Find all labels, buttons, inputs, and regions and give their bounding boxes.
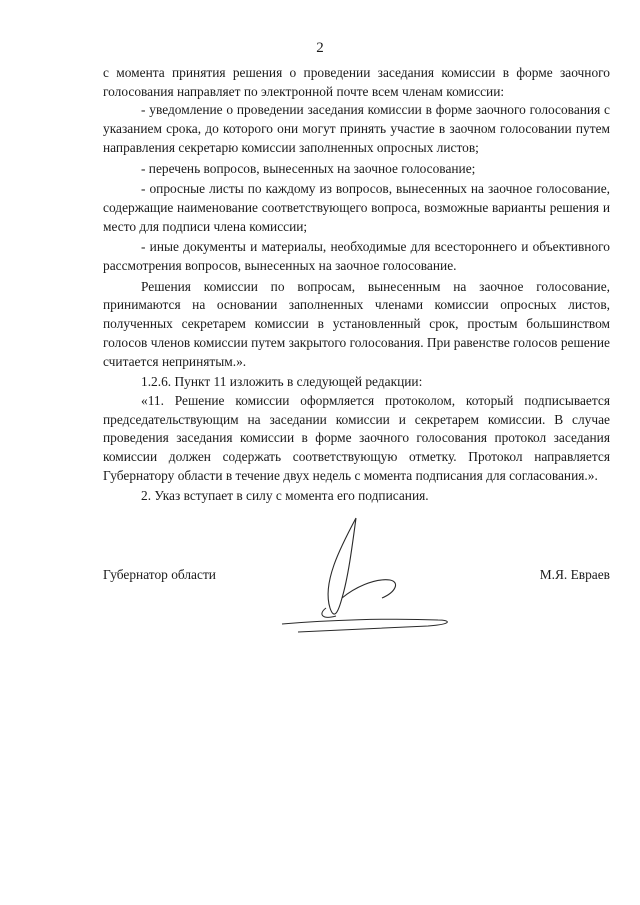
list-item-documents: - иные документы и материалы, необходимые для всестороннего и объективного рассмотрения вопросов, вынесенных на заочное голосование. [103, 239, 610, 274]
list-item-questions: - перечень вопросов, вынесенных на заочное голосование; [141, 160, 476, 176]
document-body [103, 64, 610, 506]
paragraph-decisions: Решения комиссии по вопросам, вынесенным на заочное голосование, принимаются на основании заполненных членами комиссии опросных листов, полученных секретарем комиссии в установленный срок, простым большинством голосов членов комиссии путем закрытого голосования. При равенстве голосов решение считается непринятым.». [103, 278, 610, 369]
signatory-name: М.Я. Евраев [539, 567, 610, 582]
list-item-ballots: - опросные листы по каждому из вопросов, вынесенных на заочное голосование, содержащие наименование соответствующего вопроса, возможные варианты решения и место для подписи члена комиссии; [103, 181, 610, 234]
paragraph-clause-1-2-6: 1.2.6. Пункт 11 изложить в следующей редакции: [141, 374, 423, 390]
page-number: 2 [316, 40, 324, 56]
paragraph-effective: 2. Указ вступает в силу с момента его подписания. [141, 488, 429, 504]
handwritten-signature [278, 508, 468, 638]
paragraph-continuation: с момента принятия решения о проведении заседания комиссии в форме заочного голосования направляет по электронной почте всем членам комиссии: [103, 65, 610, 99]
list-item-notification: - уведомление о проведении заседания комиссии в форме заочного голосования с указанием срока, до которого они могут принять участие в заочном голосовании путем направления секретарю комиссии заполненных опросных листов; [103, 102, 610, 155]
paragraph-clause-11: «11. Решение комиссии оформляется протоколом, который подписывается председательствующим на заседании комиссии и секретарем комиссии. В случае проведения заседания комиссии в форме заочного голосования протокол заседания комиссии должен содержать соответствующую отметку. Протокол направляется Губернатору области в течение двух недель с момента подписания для согласования.». [103, 392, 610, 483]
signatory-title: Губернатор области [103, 567, 216, 582]
